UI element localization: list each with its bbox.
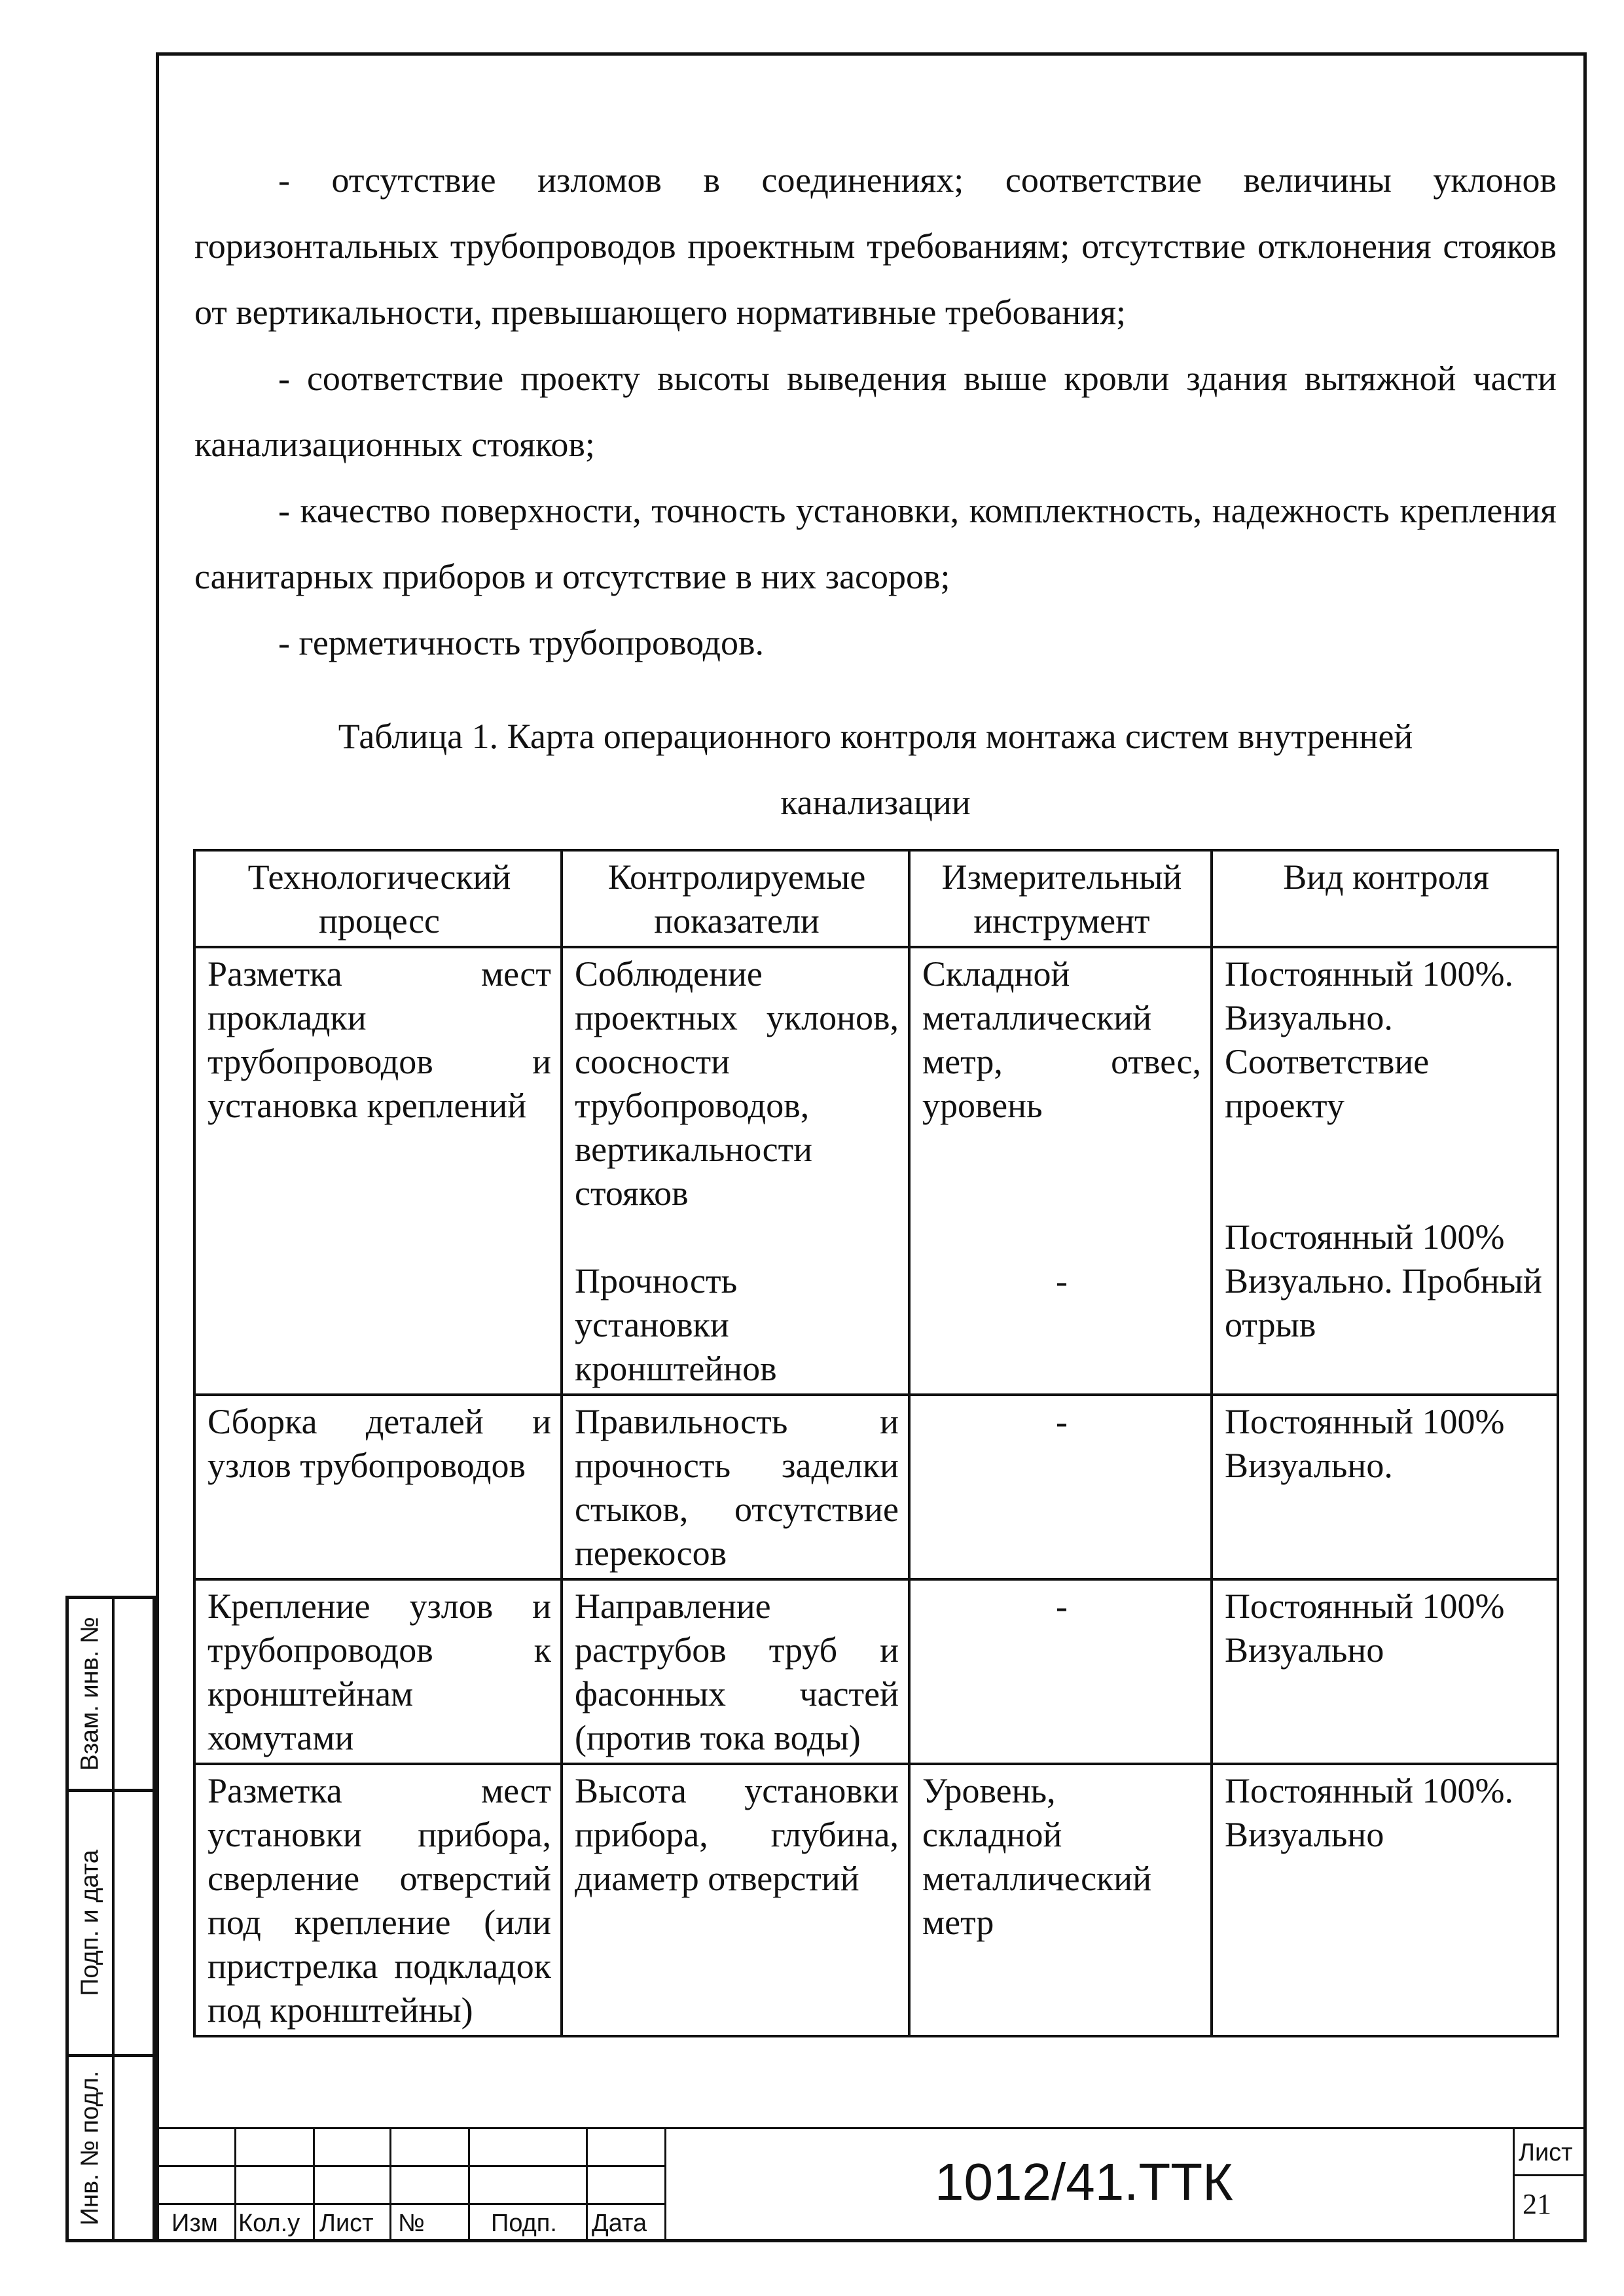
- control-text: Постоянный 100% Визуально. Пробный отрыв: [1225, 1217, 1542, 1344]
- indicator-text: Соблюдение проектных уклонов, соосности трубопроводов, вертикальности стояков: [575, 954, 899, 1213]
- cell-process: Разметка мест установки прибора, сверление отверстий под крепление (или пристрелка подкладок под кронштейны): [194, 1764, 562, 2036]
- cell-indicators: Правильность и прочность заделки стыков, отсутствие перекосов: [562, 1395, 909, 1579]
- col-list-label: Лист: [319, 2210, 374, 2237]
- cell-instrument: [909, 947, 1212, 1395]
- cell-indicators: Высота установки прибора, глубина, диаметр отверстий: [562, 1764, 909, 2036]
- cell-indicators: Направление раструбов труб и фасонных частей (против тока воды): [562, 1579, 909, 1764]
- header-process: Технологический процесс: [194, 850, 562, 947]
- cell-instrument: Уровень, складной металлический метр: [909, 1764, 1212, 2036]
- stamp-inv-podl: [65, 2054, 156, 2242]
- cell-control-type: Постоянный 100% Визуально.: [1212, 1395, 1558, 1579]
- table-row: [194, 1395, 1558, 1579]
- title-block: [156, 2127, 1587, 2242]
- document-code: 1012/41.ТТК: [935, 2153, 1233, 2211]
- col-no-label: №: [398, 2210, 425, 2237]
- cell-control-type: Постоянный 100%. Визуально: [1212, 1764, 1558, 2036]
- cell-indicators: [562, 947, 909, 1395]
- instrument-text: -: [1056, 1261, 1068, 1300]
- col-kolu-label: Кол.у: [238, 2210, 300, 2237]
- sheet-label: Лист: [1519, 2139, 1573, 2166]
- stamp-label: Инв. № подл.: [76, 2070, 104, 2226]
- instrument-text: -: [1056, 1587, 1068, 1626]
- table-row: [194, 1579, 1558, 1764]
- table-caption-line1: Таблица 1. Карта операционного контроля монтажа систем внутренней: [338, 717, 1413, 756]
- cell-control-type: Постоянный 100% Визуально: [1212, 1579, 1558, 1764]
- header-instrument: Измерительный инструмент: [909, 850, 1212, 947]
- cell-process: Разметка мест прокладки трубопроводов и установка креплений: [194, 947, 562, 1395]
- control-table: [193, 849, 1559, 2037]
- header-control-type: Вид контроля: [1212, 850, 1558, 947]
- cell-instrument: [909, 1579, 1212, 1764]
- indicator-text: Прочность установки кронштейнов: [575, 1261, 777, 1388]
- stamp-podp-data: [65, 1789, 156, 2057]
- stamp-label: Подп. и дата: [76, 1850, 104, 1996]
- control-text: Постоянный 100%. Визуально. Соответствие проекту: [1225, 954, 1513, 1125]
- cell-control-type: [1212, 947, 1558, 1395]
- paragraph-1: - отсутствие изломов в соединениях; соответствие величины уклонов горизонтальных трубопроводов проектным требованиям; отсутствие отклонения стояков от вертикальности, превышающего нормативные требования;: [194, 160, 1557, 332]
- table-row: [194, 1764, 1558, 2036]
- sheet-number: 21: [1523, 2188, 1551, 2220]
- paragraph-2: - соответствие проекту высоты выведения выше кровли здания вытяжной части канализационных стояков;: [194, 359, 1557, 464]
- table-caption-line2: канализации: [780, 783, 971, 822]
- col-data-label: Дата: [592, 2210, 647, 2237]
- cell-process: Крепление узлов и трубопроводов к кронштейнам хомутами: [194, 1579, 562, 1764]
- cell-process: Сборка деталей и узлов трубопроводов: [194, 1395, 562, 1579]
- cell-instrument: [909, 1395, 1212, 1579]
- header-indicators: Контролируемые показатели: [562, 850, 909, 947]
- paragraph-3: - качество поверхности, точность установки, комплектность, надежность крепления санитарных приборов и отсутствие в них засоров;: [194, 491, 1557, 596]
- paragraph-4: - герметичность трубопроводов.: [278, 623, 765, 662]
- col-podp-label: Подп.: [491, 2210, 557, 2237]
- table-row: [194, 947, 1558, 1395]
- stamp-label: Взам. инв. №: [76, 1617, 104, 1771]
- instrument-text: -: [1056, 1402, 1068, 1441]
- table-header-row: [194, 850, 1558, 947]
- col-izm-label: Изм: [171, 2210, 218, 2237]
- instrument-text: Складной металлический метр, отвес, уровень: [922, 954, 1201, 1125]
- stamp-inv-zam: [65, 1596, 156, 1792]
